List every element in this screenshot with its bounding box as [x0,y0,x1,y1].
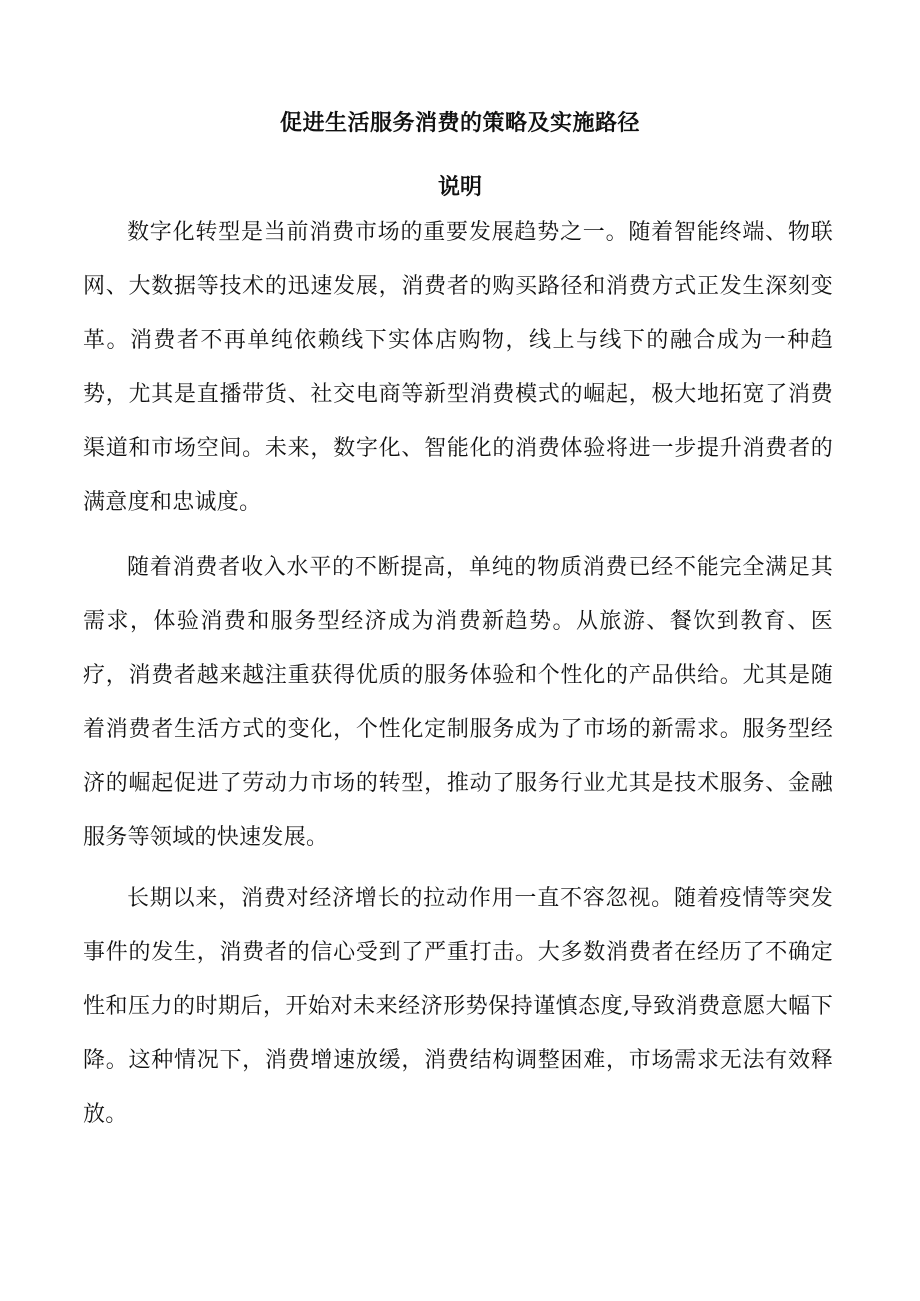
paragraph-1: 数字化转型是当前消费市场的重要发展趋势之一。随着智能终端、物联网、大数据等技术的迅速发展，消费者的购买路径和消费方式正发生深刻变革。消费者不再单纯依赖线下实体店购物，线上与线下的融合成为一种趋势，尤其是直播带货、社交电商等新型消费模式的崛起，极大地拓宽了消费渠道和市场空间。未来，数字化、智能化的消费体验将进一步提升消费者的满意度和忠诚度。 [83,220,833,515]
paragraph-2: 随着消费者收入水平的不断提高，单纯的物质消费已经不能完全满足其需求，体验消费和服务型经济成为消费新趋势。从旅游、餐饮到教育、医疗，消费者越来越注重获得优质的服务体验和个性化的产品供给。尤其是随着消费者生活方式的变化，个性化定制服务成为了市场的新需求。服务型经济的崛起促进了劳动力市场的转型，推动了服务行业尤其是技术服务、金融服务等领域的快速发展。 [83,555,833,850]
document-title: 促进生活服务消费的策略及实施路径 [279,110,640,136]
section-heading: 说明 [437,174,482,200]
paragraph-3: 长期以来，消费对经济增长的拉动作用一直不容忽视。随着疫情等突发事件的发生，消费者的信心受到了严重打击。大多数消费者在经历了不确定性和压力的时期后，开始对未来经济形势保持谨慎态度,导致消费意愿大幅下降。这种情况下，消费增速放缓，消费结构调整困难，市场需求无法有效释放。 [83,886,833,1127]
